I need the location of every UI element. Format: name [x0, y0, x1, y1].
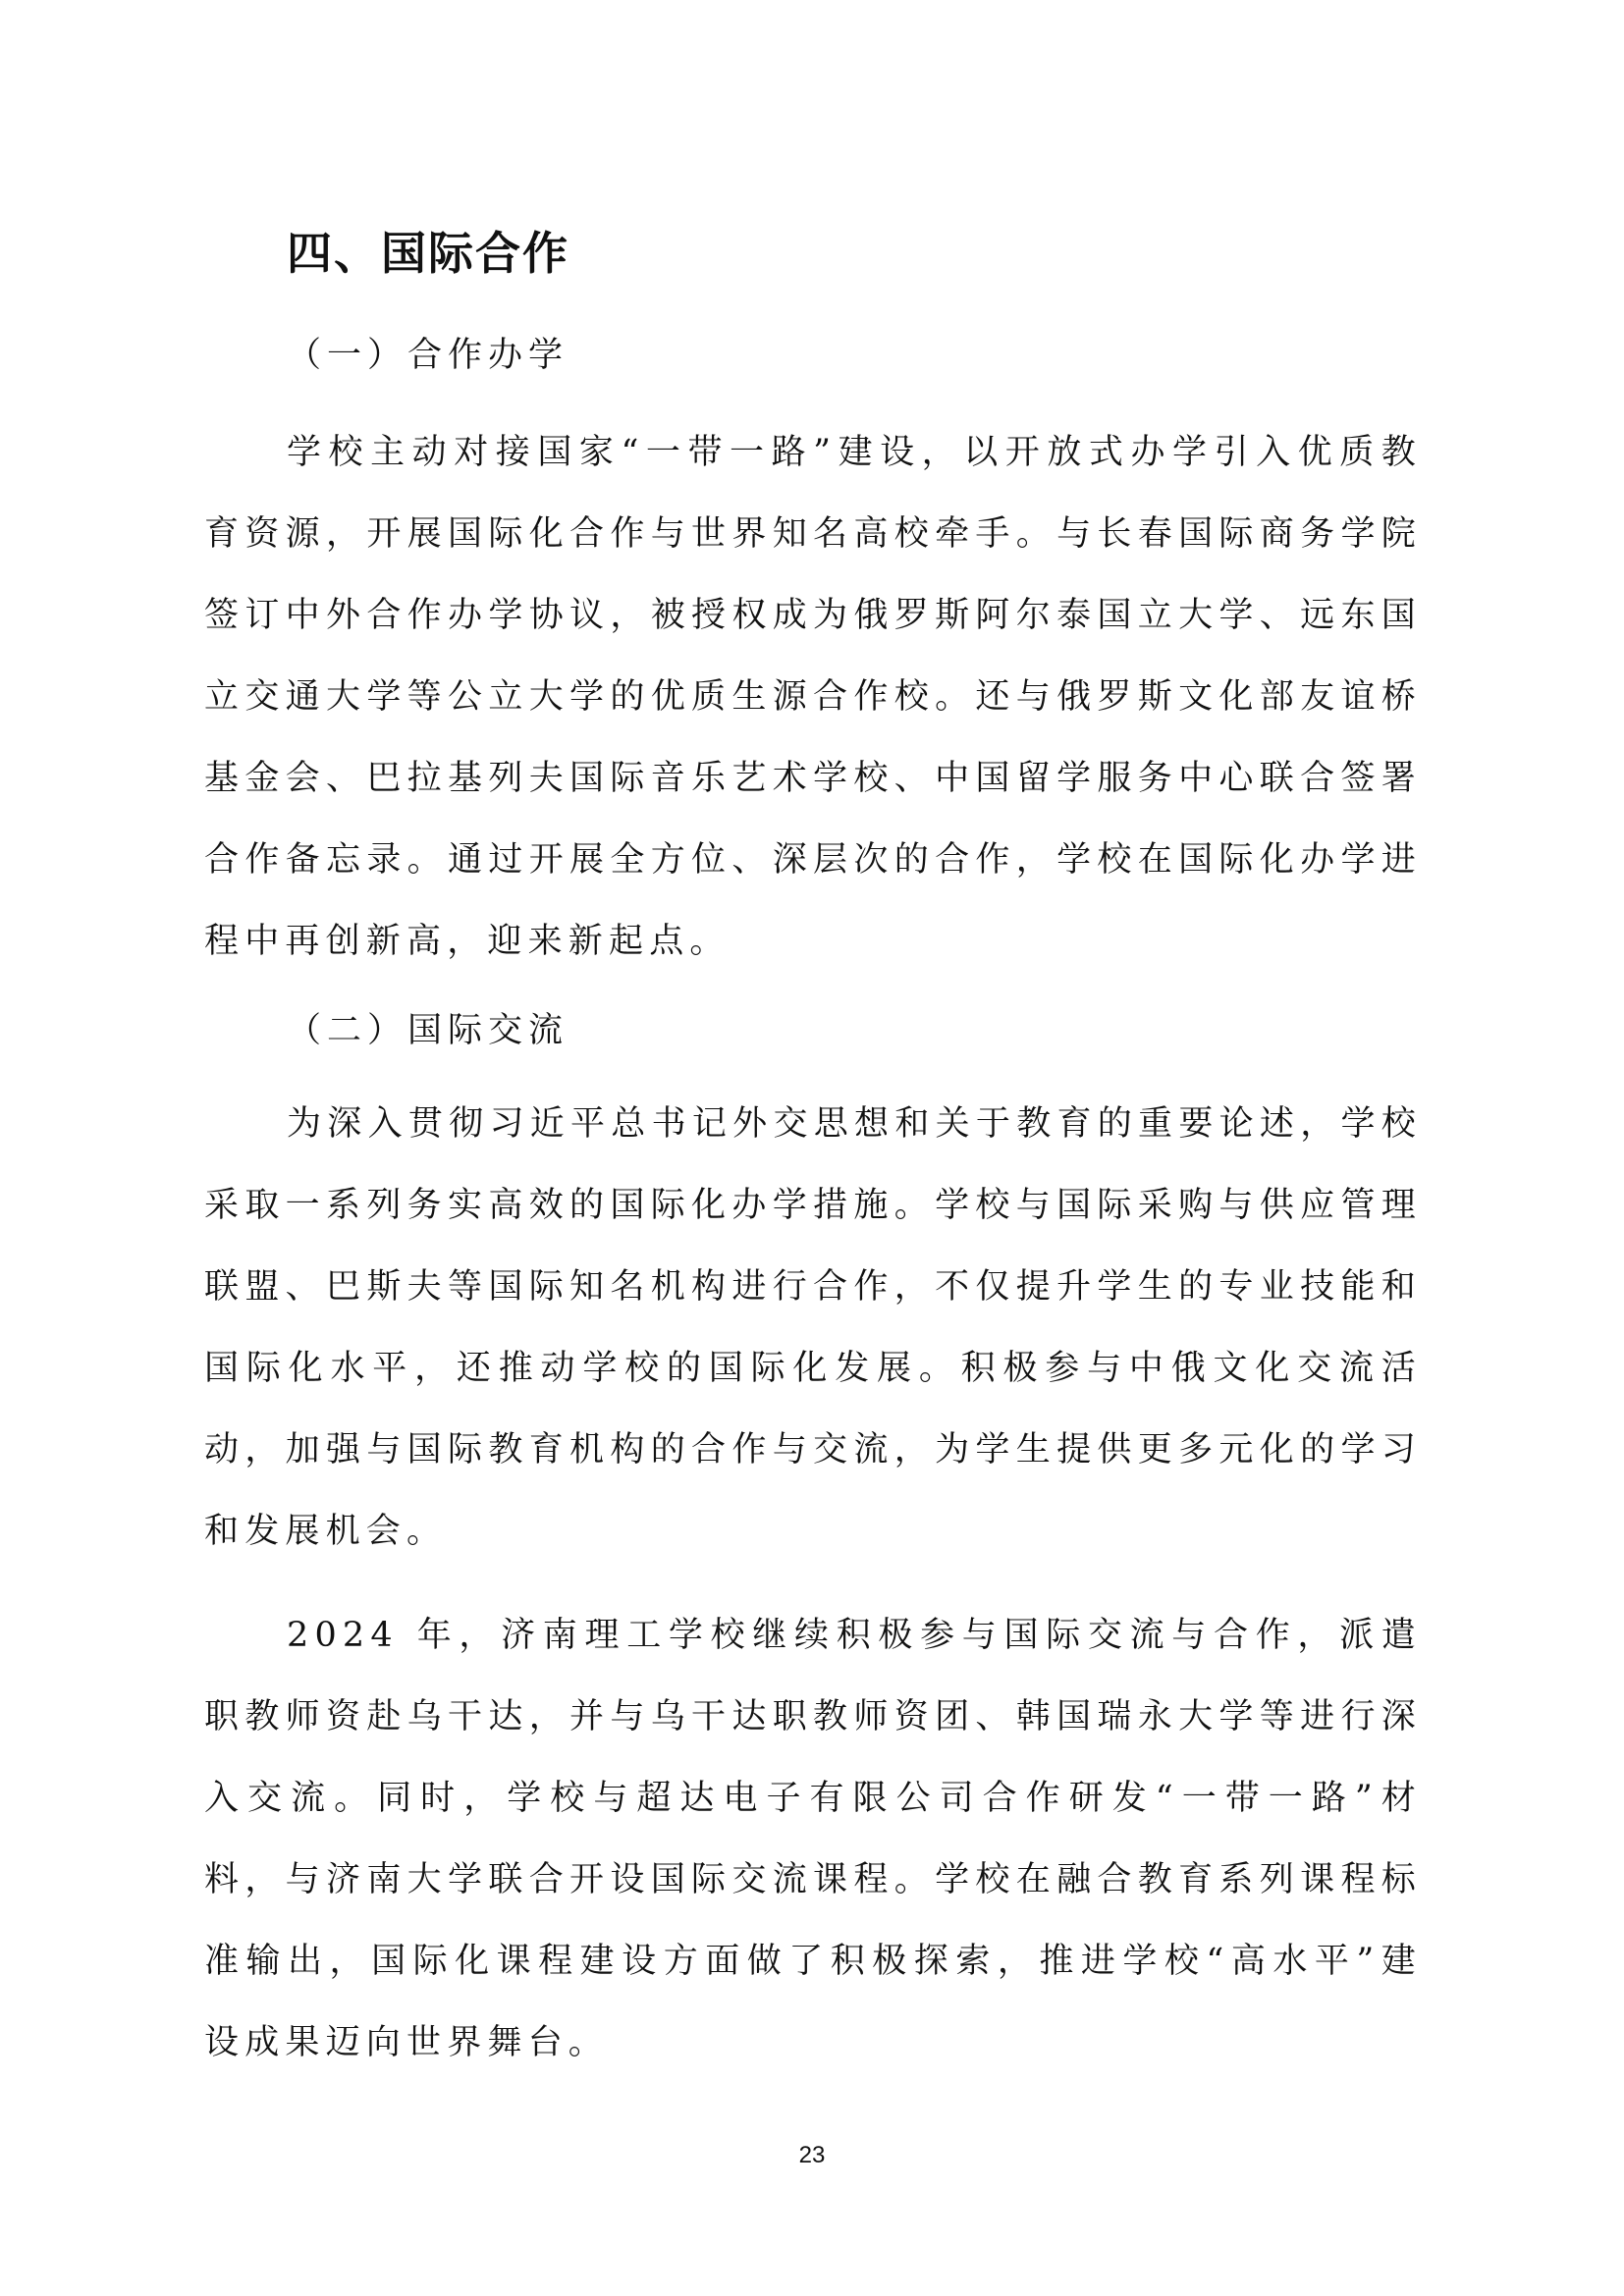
- paragraph: 学校主动对接国家“一带一路”建设，以开放式办学引入优质教育资源，开展国际化合作与世界知名高校牵手。与长春国际商务学院签订中外合作办学协议，被授权成为俄罗斯阿尔泰国立大学、远东国立交通大学等公立大学的优质生源合作校。还与俄罗斯文化部友谊桥基金会、巴拉基列夫国际音乐艺术学校、中国留学服务中心联合签署合作备忘录。通过开展全方位、深层次的合作，学校在国际化办学进程中再创新高，迎来新起点。: [204, 433, 1422, 961]
- subsection-body-cooperative-education: [204, 412, 1422, 983]
- subsection-body-international-exchange-2024: [204, 1595, 1422, 2084]
- section-title: 四、国际合作: [287, 227, 569, 280]
- subsection-title-international-exchange: （二）国际交流: [287, 1011, 569, 1050]
- subsection-title-cooperative-education: （一）合作办学: [287, 336, 569, 375]
- paragraph: 2024 年，济南理工学校继续积极参与国际交流与合作，派遣职教师资赴乌干达，并与乌干达职教师资团、韩国瑞永大学等进行深入交流。同时，学校与超达电子有限公司合作研发“一带一路”材料，与济南大学联合开设国际交流课程。学校在融合教育系列课程标准输出，国际化课程建设方面做了积极探索，推进学校“高水平”建设成果迈向世界舞台。: [204, 1616, 1422, 2062]
- page-number: 23: [798, 2142, 826, 2168]
- subsection-body-international-exchange: [204, 1084, 1422, 1573]
- paragraph: 为深入贯彻习近平总书记外交思想和关于教育的重要论述，学校采取一系列务实高效的国际化办学措施。学校与国际采购与供应管理联盟、巴斯夫等国际知名机构进行合作，不仅提升学生的专业技能和国际化水平，还推动学校的国际化发展。积极参与中俄文化交流活动，加强与国际教育机构的合作与交流，为学生提供更多元化的学习和发展机会。: [204, 1104, 1422, 1551]
